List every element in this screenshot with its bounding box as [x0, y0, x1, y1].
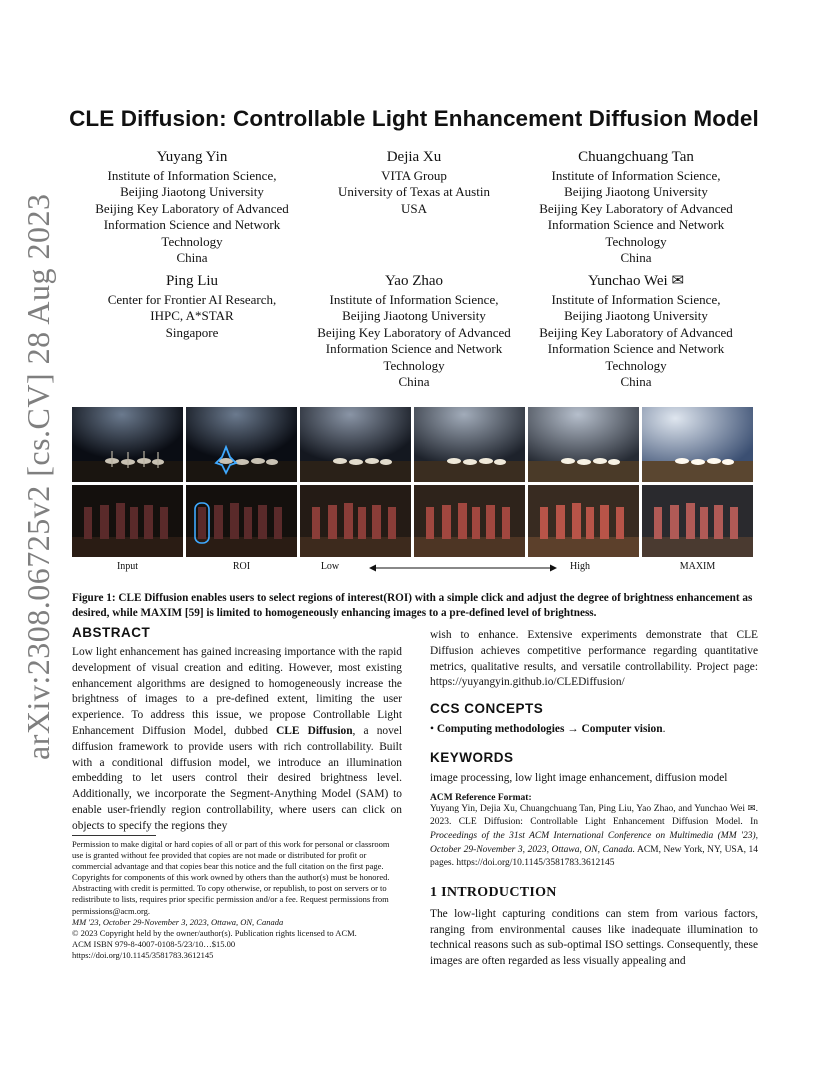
aff-line: China: [620, 250, 652, 266]
permission-text: Permission to make digital or hard copies of all or part of this work for personal or classroom use is granted without fee provided that copies are not made or distributed for profit or commercial advantage and that copies bear this notice and the full citation on the first page. Copyrights for components of this work owned by others than the author(s) must be honored. Abstracting with credit is permitted. To copy otherwise, or republish, to post on servers or to redistribute to lists, requires prior specific permission and/or a fee. Request permissions from permissions@acm.org.: [72, 839, 390, 916]
aff-line: Technology: [161, 233, 223, 249]
cast-high-image: [528, 485, 639, 557]
author-affiliation: [521, 292, 751, 390]
aff-line: Information Science and Network: [547, 341, 725, 357]
doi-link[interactable]: https://doi.org/10.1145/3581783.3612145: [72, 949, 214, 960]
abstract-body: [72, 645, 402, 835]
author-affiliation: [299, 292, 529, 390]
aff-line: Institute of Information Science,: [551, 292, 721, 307]
aff-line: Technology: [383, 357, 445, 373]
aff-line: Beijing Jiaotong University: [564, 308, 708, 324]
author-affiliation: [77, 292, 307, 341]
aff-line: China: [620, 374, 652, 390]
ballet-roi-image: [186, 407, 297, 482]
author-block: [299, 148, 529, 217]
aff-line: Beijing Key Laboratory of Advanced: [317, 324, 511, 340]
ballet-mid-image: [414, 407, 525, 482]
author-name: Chuangchuang Tan: [578, 149, 694, 165]
ccs-heading: CCS CONCEPTS: [430, 701, 544, 717]
aff-line: Singapore: [165, 324, 219, 340]
author-block: [299, 272, 529, 390]
acm-ref-text: [430, 803, 758, 871]
aff-line: Beijing Key Laboratory of Advanced: [539, 324, 733, 340]
aff-line: USA: [400, 200, 427, 216]
permission-block: [72, 839, 402, 961]
aff-line: VITA Group: [381, 168, 447, 183]
aff-line: Information Science and Network: [103, 217, 281, 233]
author-name: Yunchao Wei ✉: [587, 273, 685, 289]
acm-ref-part2: ACM, New York, NY, USA, 14 pages. https://doi.org/10.1145/3581783.3612145: [430, 844, 758, 869]
aff-line: Information Science and Network: [547, 217, 725, 233]
author-name: Yuyang Yin: [156, 149, 228, 165]
arxiv-identifier: arXiv:2308.06725v2 [cs.CV] 28 Aug 2023: [20, 193, 56, 760]
abstract-text: Low light enhancement has gained increasing importance with the rapid development of visual creation and editing. However, most existing enhancement algorithms are designed to homogeneously increase the brightness of images to a pre-defined extent, limiting the user experience. To address this issue, we propose Controllable Light Enhancement Diffusion Model, dubbed: [72, 646, 402, 737]
author-name: Ping Liu: [165, 273, 219, 289]
label-low: Low: [320, 561, 340, 572]
introduction-text: The low-light capturing conditions can stem from various factors, ranging from environmental causes like inadequate illumination to technical reasons such as sub-optimal ISO settings. Consequently, these images are often regarded as less visually appealing and: [430, 907, 758, 968]
conference-line: MM '23, October 29-November 3, 2023, Ottawa, ON, Canada: [72, 916, 284, 927]
aff-line: Technology: [605, 233, 667, 249]
introduction-heading: 1 INTRODUCTION: [430, 884, 557, 900]
aff-line: Center for Frontier AI Research,: [107, 292, 277, 307]
acm-ref-part1: Yuyang Yin, Dejia Xu, Chuangchuang Tan, Ping Liu, Yao Zhao, and Yunchao Wei ✉. 2023. CLE Diffusion: Controllable Light Enhancement Diffusion Model. In: [430, 803, 758, 828]
label-input: Input: [116, 561, 139, 572]
author-block: [77, 272, 307, 341]
ballet-input-image: [72, 407, 183, 482]
aff-line: University of Texas at Austin: [338, 184, 490, 200]
isbn-line: ACM ISBN 979-8-4007-0108-5/23/10…$15.00: [72, 938, 236, 949]
aff-line: Technology: [605, 357, 667, 373]
cast-roi-image: [186, 485, 297, 557]
aff-line: IHPC, A*STAR: [150, 308, 234, 324]
aff-line: Institute of Information Science,: [551, 168, 721, 183]
cast-input-image: [72, 485, 183, 557]
keywords-text: image processing, low light image enhancement, diffusion model: [430, 771, 728, 784]
ballet-high-image: [528, 407, 639, 482]
author-block: [521, 148, 751, 266]
author-name: Dejia Xu: [386, 149, 442, 165]
acm-ref-venue: Proceedings of the 31st ACM International Conference on Multimedia (MM '23), October 29-November 3, 2023, Ottawa, ON, Canada.: [430, 830, 758, 855]
keywords-heading: KEYWORDS: [430, 749, 514, 765]
aff-line: China: [398, 374, 430, 390]
author-name: Yao Zhao: [384, 273, 444, 289]
cast-mid-image: [414, 485, 525, 557]
cast-low-image: [300, 485, 411, 557]
brightness-arrow-icon: [368, 562, 558, 574]
label-maxim: MAXIM: [679, 561, 716, 572]
aff-line: Beijing Jiaotong University: [342, 308, 486, 324]
label-roi: ROI: [232, 561, 251, 572]
aff-line: Information Science and Network: [325, 341, 503, 357]
ccs-period: .: [662, 723, 666, 736]
author-affiliation: [521, 168, 751, 266]
aff-line: Beijing Jiaotong University: [564, 184, 708, 200]
bullet: •: [430, 723, 434, 736]
author-affiliation: [299, 168, 529, 217]
author-affiliation: [77, 168, 307, 266]
aff-line: Institute of Information Science,: [329, 292, 499, 307]
aff-line: Beijing Key Laboratory of Advanced: [539, 200, 733, 216]
author-block: [521, 272, 751, 390]
acm-ref-heading: ACM Reference Format:: [430, 792, 532, 803]
label-high: High: [570, 561, 590, 572]
author-block: [77, 148, 307, 266]
ccs-concept: Computing methodologies → Computer vision: [436, 723, 663, 736]
aff-line: Institute of Information Science,: [107, 168, 277, 183]
ballet-maxim-image: [642, 407, 753, 482]
footnote-divider: [72, 835, 156, 836]
aff-line: Beijing Key Laboratory of Advanced: [95, 200, 289, 216]
abstract-method-name: CLE Diffusion: [276, 724, 353, 737]
ballet-low-image: [300, 407, 411, 482]
right-column: [430, 628, 758, 970]
figure-caption: Figure 1: CLE Diffusion enables users to select regions of interest(ROI) with a simple click and adjust the degree of brightness enhancement as desired, while MAXIM [59] is limited to homogeneously enhancing images to a pre-defined level of brightness.: [72, 592, 753, 619]
abstract-text-rest: , a novel diffusion framework to provide users with rich controllability. Built with a conditional diffusion model, we introduce an illumination embedding to let users control their desired brightness level. Additionally, we incorporate the Segment-Anything Model (SAM) to enable user-friendly region controllability, where users can click on objects to specify the regions they: [72, 724, 403, 832]
copyright-line: © 2023 Copyright held by the owner/author(s). Publication rights licensed to ACM.: [72, 927, 357, 938]
abstract-continued: wish to enhance. Extensive experiments demonstrate that CLE Diffusion achieves competitive performance regarding quantitative metrics, qualitative results, and versatile controllability. Project page: https://yuyangyin.github.io/CLEDiffusion/: [430, 629, 758, 689]
aff-line: Beijing Jiaotong University: [120, 184, 264, 200]
cast-maxim-image: [642, 485, 753, 557]
aff-line: China: [176, 250, 208, 266]
abstract-heading: ABSTRACT: [72, 625, 151, 640]
paper-title: CLE Diffusion: Controllable Light Enhancement Diffusion Model: [69, 106, 759, 131]
ccs-item: [430, 722, 758, 738]
left-column: [72, 625, 402, 835]
